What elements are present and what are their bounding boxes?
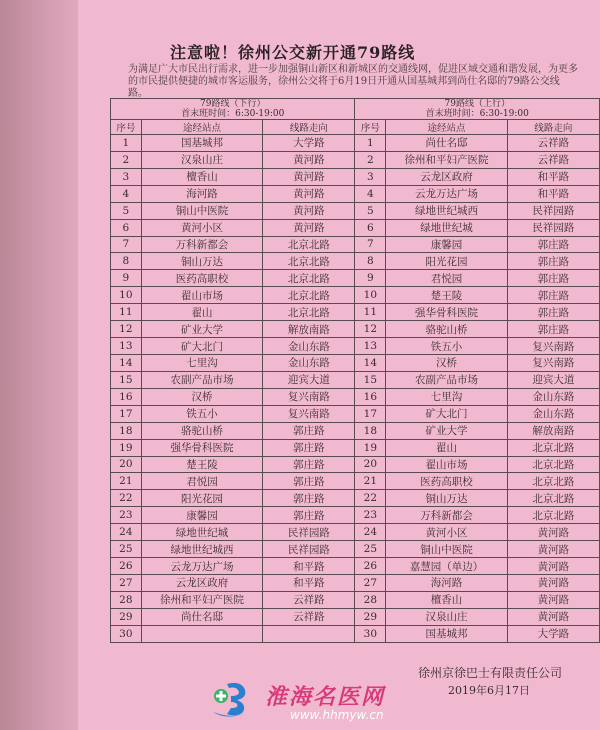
up-no-cell: 9: [355, 270, 386, 287]
up-col-no: 序号: [355, 120, 386, 135]
up-road-cell: 迎宾大道: [507, 371, 599, 388]
up-no-cell: 15: [355, 371, 386, 388]
down-no-cell: 23: [111, 507, 142, 524]
table-row: [111, 490, 600, 507]
table-row: [111, 338, 600, 355]
up-stop-cell: 绿地世纪城: [386, 219, 508, 236]
down-no-cell: 24: [111, 524, 142, 541]
down-stop-cell: 骆驼山桥: [141, 422, 263, 439]
table-row: [111, 287, 600, 304]
up-road-cell: 北京北路: [507, 490, 599, 507]
up-no-cell: 13: [355, 338, 386, 355]
down-road-cell: 复兴南路: [263, 388, 355, 405]
down-no-cell: 9: [111, 270, 142, 287]
up-stop-cell: 铜山万达: [386, 490, 508, 507]
up-no-cell: 27: [355, 574, 386, 591]
up-stop-cell: 医药高职校: [386, 473, 508, 490]
down-no-cell: 13: [111, 338, 142, 355]
watermark-site-name: 淮海名医网: [265, 685, 386, 710]
up-no-cell: 24: [355, 524, 386, 541]
table-row: [111, 219, 600, 236]
down-col-stop: 途经站点: [141, 120, 263, 135]
up-road-cell: 郭庄路: [507, 287, 599, 304]
down-road-cell: [263, 625, 355, 642]
down-col-road: 线路走向: [263, 120, 355, 135]
up-no-cell: 7: [355, 236, 386, 253]
up-stop-cell: 国基城邦: [386, 625, 508, 642]
route-table-wrap: [110, 98, 600, 643]
up-stop-cell: 汉桥: [386, 354, 508, 371]
down-road-cell: 复兴南路: [263, 405, 355, 422]
down-no-cell: 15: [111, 371, 142, 388]
up-road-cell: 北京北路: [507, 456, 599, 473]
down-road-cell: 黄河路: [263, 151, 355, 168]
table-row: [111, 371, 600, 388]
up-no-cell: 10: [355, 287, 386, 304]
down-road-cell: 黄河路: [263, 219, 355, 236]
up-road-cell: 北京北路: [507, 507, 599, 524]
up-road-cell: 黄河路: [507, 591, 599, 608]
up-road-cell: 黄河路: [507, 541, 599, 558]
down-no-cell: 29: [111, 608, 142, 625]
down-stop-cell: 阳光花园: [141, 490, 263, 507]
up-stop-cell: 徐州和平妇产医院: [386, 151, 508, 168]
up-no-cell: 3: [355, 168, 386, 185]
down-no-cell: 22: [111, 490, 142, 507]
up-stop-cell: 矿业大学: [386, 422, 508, 439]
background-edge: [0, 0, 78, 730]
table-row: [111, 507, 600, 524]
down-stop-cell: 铜山万达: [141, 253, 263, 270]
up-direction-times: 首末班时间：6:30-19:00: [425, 109, 529, 119]
up-road-cell: 郭庄路: [507, 270, 599, 287]
up-col-road: 线路走向: [507, 120, 599, 135]
down-road-cell: 郭庄路: [263, 473, 355, 490]
up-stop-cell: 君悦园: [386, 270, 508, 287]
down-stop-cell: 君悦园: [141, 473, 263, 490]
up-stop-cell: 翟山: [386, 439, 508, 456]
up-road-cell: 黄河路: [507, 558, 599, 575]
up-stop-cell: 翟山市场: [386, 456, 508, 473]
route-table-body: [111, 135, 600, 643]
up-road-cell: 云祥路: [507, 135, 599, 152]
table-row: [111, 473, 600, 490]
down-stop-cell: 康馨园: [141, 507, 263, 524]
down-direction-times: 首末班时间：6:30-19:00: [181, 109, 285, 119]
table-row: [111, 524, 600, 541]
table-row: [111, 541, 600, 558]
down-stop-cell: 翟山市场: [141, 287, 263, 304]
table-row: [111, 608, 600, 625]
up-road-cell: 黄河路: [507, 574, 599, 591]
down-road-cell: 迎宾大道: [263, 371, 355, 388]
up-stop-cell: 绿地世纪城西: [386, 202, 508, 219]
down-direction-title: 79路线（下行）: [200, 99, 266, 109]
up-stop-cell: 万科新都会: [386, 507, 508, 524]
up-road-cell: 复兴南路: [507, 338, 599, 355]
up-no-cell: 25: [355, 541, 386, 558]
down-stop-cell: 铜山中医院: [141, 202, 263, 219]
up-road-cell: 民祥园路: [507, 219, 599, 236]
table-row: [111, 591, 600, 608]
down-col-no: 序号: [111, 120, 142, 135]
up-road-cell: 和平路: [507, 168, 599, 185]
down-no-cell: 28: [111, 591, 142, 608]
down-stop-cell: 矿业大学: [141, 321, 263, 338]
down-no-cell: 27: [111, 574, 142, 591]
up-road-cell: 金山东路: [507, 405, 599, 422]
down-no-cell: 16: [111, 388, 142, 405]
down-no-cell: 4: [111, 185, 142, 202]
table-row: [111, 422, 600, 439]
down-stop-cell: [141, 625, 263, 642]
up-col-stop: 途经站点: [386, 120, 508, 135]
down-stop-cell: 云龙区政府: [141, 574, 263, 591]
down-no-cell: 1: [111, 135, 142, 152]
table-row: [111, 236, 600, 253]
down-stop-cell: 医药高职校: [141, 270, 263, 287]
up-no-cell: 29: [355, 608, 386, 625]
up-road-cell: 北京北路: [507, 439, 599, 456]
table-row: [111, 135, 600, 152]
down-no-cell: 21: [111, 473, 142, 490]
down-road-cell: 郭庄路: [263, 490, 355, 507]
up-no-cell: 30: [355, 625, 386, 642]
up-stop-cell: 骆驼山桥: [386, 321, 508, 338]
down-no-cell: 14: [111, 354, 142, 371]
up-stop-cell: 黄河小区: [386, 524, 508, 541]
table-row: [111, 625, 600, 642]
down-road-cell: 郭庄路: [263, 439, 355, 456]
up-road-cell: 解放南路: [507, 422, 599, 439]
up-no-cell: 23: [355, 507, 386, 524]
notice-title: 注意啦！徐州公交新开通79路线: [170, 43, 416, 62]
watermark-url: www.hhmyw.cn: [290, 708, 384, 722]
down-stop-cell: 云龙万达广场: [141, 558, 263, 575]
down-road-cell: 北京北路: [263, 304, 355, 321]
down-road-cell: 黄河路: [263, 185, 355, 202]
up-stop-cell: 汉泉山庄: [386, 608, 508, 625]
down-stop-cell: 翟山: [141, 304, 263, 321]
up-stop-cell: 云龙区政府: [386, 168, 508, 185]
down-stop-cell: 黄河小区: [141, 219, 263, 236]
down-stop-cell: 海河路: [141, 185, 263, 202]
down-no-cell: 12: [111, 321, 142, 338]
up-no-cell: 6: [355, 219, 386, 236]
down-stop-cell: 强华骨科医院: [141, 439, 263, 456]
down-no-cell: 2: [111, 151, 142, 168]
down-no-cell: 18: [111, 422, 142, 439]
down-no-cell: 6: [111, 219, 142, 236]
up-no-cell: 18: [355, 422, 386, 439]
up-stop-cell: 楚王陵: [386, 287, 508, 304]
up-road-cell: 大学路: [507, 625, 599, 642]
up-road-cell: 金山东路: [507, 388, 599, 405]
down-road-cell: 云祥路: [263, 591, 355, 608]
watermark-logo-icon: [205, 676, 261, 720]
table-row: [111, 456, 600, 473]
up-road-cell: 郭庄路: [507, 321, 599, 338]
up-stop-cell: 云龙万达广场: [386, 185, 508, 202]
down-road-cell: 金山东路: [263, 338, 355, 355]
up-no-cell: 21: [355, 473, 386, 490]
up-direction-title: 79路线（上行）: [444, 99, 510, 109]
up-no-cell: 2: [355, 151, 386, 168]
up-stop-cell: 农副产品市场: [386, 371, 508, 388]
down-no-cell: 3: [111, 168, 142, 185]
up-stop-cell: 海河路: [386, 574, 508, 591]
table-row: [111, 321, 600, 338]
down-road-cell: 郭庄路: [263, 422, 355, 439]
up-road-cell: 和平路: [507, 185, 599, 202]
up-no-cell: 16: [355, 388, 386, 405]
down-stop-cell: 尚仕名邸: [141, 608, 263, 625]
down-no-cell: 20: [111, 456, 142, 473]
table-row: [111, 405, 600, 422]
down-stop-cell: 徐州和平妇产医院: [141, 591, 263, 608]
down-road-cell: 黄河路: [263, 168, 355, 185]
up-stop-cell: 强华骨科医院: [386, 304, 508, 321]
down-road-cell: 北京北路: [263, 270, 355, 287]
up-no-cell: 4: [355, 185, 386, 202]
notice-date: 2019年6月17日: [448, 684, 530, 697]
down-road-cell: 郭庄路: [263, 456, 355, 473]
table-row: [111, 439, 600, 456]
down-no-cell: 19: [111, 439, 142, 456]
header-row-columns: [111, 120, 600, 135]
down-stop-cell: 檀香山: [141, 168, 263, 185]
table-row: [111, 354, 600, 371]
up-road-cell: 复兴南路: [507, 354, 599, 371]
down-stop-cell: 国基城邦: [141, 135, 263, 152]
down-no-cell: 8: [111, 253, 142, 270]
down-road-cell: 和平路: [263, 574, 355, 591]
table-row: [111, 270, 600, 287]
down-stop-cell: 农副产品市场: [141, 371, 263, 388]
down-no-cell: 7: [111, 236, 142, 253]
down-stop-cell: 矿大北门: [141, 338, 263, 355]
down-road-cell: 黄河路: [263, 202, 355, 219]
down-stop-cell: 汉桥: [141, 388, 263, 405]
up-no-cell: 14: [355, 354, 386, 371]
down-stop-cell: 万科新都会: [141, 236, 263, 253]
up-no-cell: 22: [355, 490, 386, 507]
up-road-cell: 郭庄路: [507, 253, 599, 270]
company-name: 徐州京徐巴士有限责任公司: [418, 666, 563, 680]
up-no-cell: 26: [355, 558, 386, 575]
up-no-cell: 5: [355, 202, 386, 219]
header-row-direction: [111, 99, 600, 120]
table-row: [111, 388, 600, 405]
up-road-cell: 黄河路: [507, 524, 599, 541]
up-stop-cell: 铁五小: [386, 338, 508, 355]
table-row: [111, 304, 600, 321]
up-road-cell: 云祥路: [507, 151, 599, 168]
down-no-cell: 10: [111, 287, 142, 304]
down-no-cell: 30: [111, 625, 142, 642]
up-direction-header: [355, 99, 600, 120]
down-stop-cell: 铁五小: [141, 405, 263, 422]
table-row: [111, 253, 600, 270]
down-road-cell: 郭庄路: [263, 507, 355, 524]
up-stop-cell: 檀香山: [386, 591, 508, 608]
down-road-cell: 北京北路: [263, 253, 355, 270]
up-no-cell: 11: [355, 304, 386, 321]
up-road-cell: 北京北路: [507, 473, 599, 490]
up-stop-cell: 七里沟: [386, 388, 508, 405]
up-stop-cell: 康馨园: [386, 236, 508, 253]
up-road-cell: 郭庄路: [507, 236, 599, 253]
up-no-cell: 19: [355, 439, 386, 456]
up-stop-cell: 阳光花园: [386, 253, 508, 270]
down-road-cell: 解放南路: [263, 321, 355, 338]
up-road-cell: 民祥园路: [507, 202, 599, 219]
up-stop-cell: 矿大北门: [386, 405, 508, 422]
down-road-cell: 金山东路: [263, 354, 355, 371]
up-no-cell: 8: [355, 253, 386, 270]
table-row: [111, 574, 600, 591]
down-no-cell: 5: [111, 202, 142, 219]
down-no-cell: 11: [111, 304, 142, 321]
up-no-cell: 1: [355, 135, 386, 152]
down-road-cell: 民祥园路: [263, 524, 355, 541]
down-direction-header: [111, 99, 355, 120]
up-stop-cell: 嘉慧园（单边）: [386, 558, 508, 575]
up-no-cell: 17: [355, 405, 386, 422]
down-no-cell: 25: [111, 541, 142, 558]
down-road-cell: 云祥路: [263, 608, 355, 625]
down-no-cell: 26: [111, 558, 142, 575]
table-row: [111, 168, 600, 185]
down-no-cell: 17: [111, 405, 142, 422]
down-road-cell: 民祥园路: [263, 541, 355, 558]
down-stop-cell: 楚王陵: [141, 456, 263, 473]
route-table: [110, 98, 600, 643]
down-stop-cell: 绿地世纪城西: [141, 541, 263, 558]
up-no-cell: 20: [355, 456, 386, 473]
down-road-cell: 北京北路: [263, 287, 355, 304]
down-stop-cell: 汉泉山庄: [141, 151, 263, 168]
up-road-cell: 黄河路: [507, 608, 599, 625]
down-road-cell: 北京北路: [263, 236, 355, 253]
table-row: [111, 185, 600, 202]
down-stop-cell: 七里沟: [141, 354, 263, 371]
up-stop-cell: 尚仕名邸: [386, 135, 508, 152]
notice-intro: 为满足广大市民出行需求，进一步加强铜山新区和新城区的交通线网，促进区域交通和谐发展，为更多的市民提供便捷的城市客运服务，徐州公交将于6月19日开通从国基城邦到尚仕名邸的79路公交线路。: [128, 64, 578, 99]
down-road-cell: 大学路: [263, 135, 355, 152]
up-road-cell: 郭庄路: [507, 304, 599, 321]
down-road-cell: 和平路: [263, 558, 355, 575]
up-no-cell: 28: [355, 591, 386, 608]
up-no-cell: 12: [355, 321, 386, 338]
down-stop-cell: 绿地世纪城: [141, 524, 263, 541]
table-row: [111, 202, 600, 219]
up-stop-cell: 铜山中医院: [386, 541, 508, 558]
table-row: [111, 558, 600, 575]
table-row: [111, 151, 600, 168]
